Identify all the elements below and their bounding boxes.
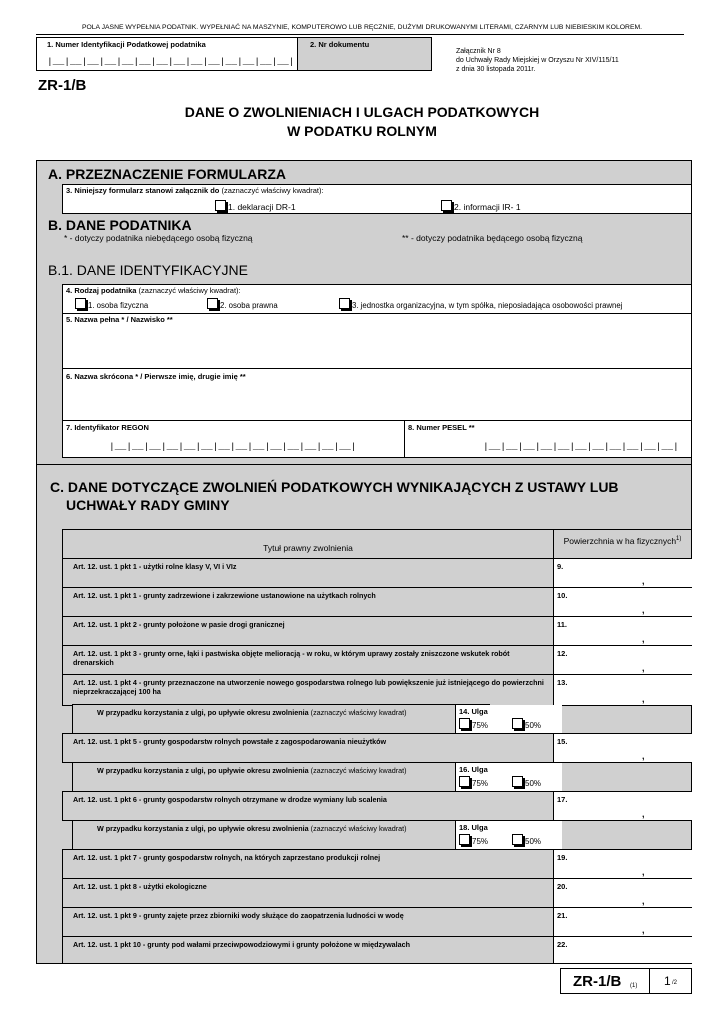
section-b-note-1: * - dotyczy podatnika niebędącego osobą fizyczną bbox=[64, 233, 253, 243]
area-input[interactable] bbox=[553, 559, 692, 587]
row-number: 13. bbox=[557, 678, 568, 687]
section-c-title bbox=[50, 478, 619, 514]
field4-label bbox=[66, 286, 241, 295]
checkbox-icon[interactable] bbox=[339, 298, 350, 309]
ulga-50-label: 50% bbox=[525, 837, 542, 846]
field7-label: 7. Identyfikator REGON bbox=[66, 423, 149, 432]
checkbox-icon[interactable] bbox=[75, 298, 86, 309]
area-input[interactable] bbox=[553, 879, 692, 907]
row-number: 15. bbox=[557, 737, 568, 746]
table-row bbox=[62, 791, 692, 821]
ulga-row bbox=[72, 820, 542, 850]
decimal-comma: , bbox=[642, 576, 645, 586]
table-row bbox=[62, 907, 692, 937]
ulga-hint: (zaznaczyć właściwy kwadrat) bbox=[310, 766, 407, 775]
ulga-75-option[interactable] bbox=[459, 718, 488, 730]
title-line-2: W PODATKU ROLNYM bbox=[287, 123, 437, 139]
page-total: /2 bbox=[672, 980, 678, 986]
ulga-50-option[interactable] bbox=[512, 718, 541, 730]
section-c-title-line-2: UCHWAŁY RADY GMINY bbox=[66, 497, 230, 513]
checkbox-icon[interactable] bbox=[512, 776, 523, 787]
checkbox-icon[interactable] bbox=[512, 718, 523, 729]
ulga-75-option[interactable] bbox=[459, 776, 488, 788]
ulga-text bbox=[97, 708, 427, 717]
option-label: 2. osoba prawna bbox=[220, 301, 278, 310]
footer-code-box bbox=[560, 968, 650, 994]
top-notice: POLA JASNE WYPEŁNIA PODATNIK. WYPEŁNIAĆ NA MASZYNIE, KOMPUTEROWO LUB RĘCZNIE, DUŻYMI DRUKOWANYMI LITERAMI, CZARNYM LUB NIEBIESKIM KOLOREM. bbox=[81, 24, 643, 31]
decimal-comma: , bbox=[642, 634, 645, 644]
option-label: 1. osoba fizyczna bbox=[88, 301, 149, 310]
ulga-row bbox=[72, 704, 542, 734]
footer-code-sub: (1) bbox=[630, 983, 638, 989]
field3-hint: (zaznaczyć właściwy kwadrat): bbox=[221, 186, 324, 195]
ulga-text bbox=[97, 824, 427, 833]
footer-code: ZR-1/B bbox=[573, 973, 622, 990]
table-row bbox=[62, 558, 692, 588]
ulga-75-label: 75% bbox=[472, 837, 489, 846]
annex-line: do Uchwały Rady Miejskiej w Orzyszu Nr XIV/115/11 bbox=[456, 57, 619, 64]
row-title: Art. 12. ust. 1 pkt 6 - grunty gospodarstw rolnych otrzymane w drodze wymiany lub scalenia bbox=[73, 795, 387, 804]
area-input[interactable] bbox=[553, 734, 692, 762]
nip-ticks: |__|__|__|__|__|__|__|__|__|__|__|__|__|__| bbox=[47, 56, 295, 67]
page-title bbox=[0, 103, 724, 141]
area-input[interactable] bbox=[553, 588, 692, 616]
checkbox-icon[interactable] bbox=[459, 718, 470, 729]
option-label: 3. jednostka organizacyjna, w tym spółka, nieposiadająca osobowości prawnej bbox=[352, 301, 623, 310]
annex-line: z dnia 30 listopada 2011r. bbox=[456, 66, 536, 73]
row-title: Art. 12. ust. 1 pkt 3 - grunty orne, łąki i pastwiska objęte melioracją - w roku, w którym uprawy zostały zniszczone wskutek robót drenarskich bbox=[73, 649, 510, 667]
table-row bbox=[62, 936, 692, 964]
table-header bbox=[62, 529, 692, 559]
row-number: 11. bbox=[557, 620, 568, 629]
row-title: Art. 12. ust. 1 pkt 5 - grunty gospodarstw rolnych powstałe z zagospodarowania nieużytków bbox=[73, 737, 387, 746]
col-area-sup: 1) bbox=[676, 536, 682, 542]
checkbox-icon[interactable] bbox=[207, 298, 218, 309]
area-input[interactable] bbox=[553, 850, 692, 878]
field7-regon[interactable] bbox=[62, 420, 405, 458]
ulga-75-label: 75% bbox=[472, 721, 489, 730]
row-title: Art. 12. ust. 1 pkt 9 - grunty zajęte przez zbiorniki wody służące do zaopatrzenia ludności w wodę bbox=[73, 911, 404, 920]
annex-note bbox=[456, 47, 619, 74]
option-ir1[interactable] bbox=[441, 200, 521, 212]
section-c-divider bbox=[36, 464, 692, 465]
table-row bbox=[62, 878, 692, 908]
field3-label-text: 3. Niniejszy formularz stanowi załącznik do bbox=[66, 186, 220, 195]
option-osoba-prawna[interactable] bbox=[207, 298, 278, 310]
col-area-header: Powierzchnia w ha fizycznych bbox=[563, 535, 677, 546]
table-row bbox=[62, 587, 692, 617]
area-input[interactable] bbox=[553, 646, 692, 674]
field6-label: 6. Nazwa skrócona * / Pierwsze imię, drugie imię ** bbox=[66, 372, 246, 381]
area-input[interactable] bbox=[553, 792, 692, 820]
ulga-row bbox=[72, 762, 542, 792]
footer-page-box bbox=[649, 968, 692, 994]
row-title: Art. 12. ust. 1 pkt 1 - grunty zadrzewione i zakrzewione ustanowione na użytkach rolnych bbox=[73, 591, 376, 600]
field3-label bbox=[66, 186, 324, 195]
decimal-comma: , bbox=[642, 663, 645, 673]
row-title: Art. 12. ust. 1 pkt 4 - grunty przeznaczone na utworzenie nowego gospodarstwa rolnego lub powiększenie już istniejącego do powierzchni nieprzekraczającej 100 ha bbox=[73, 678, 544, 696]
field4-label-text: 4. Rodzaj podatnika bbox=[66, 286, 137, 295]
field6-short-name[interactable] bbox=[62, 368, 692, 421]
option-osoba-fizyczna[interactable] bbox=[75, 298, 148, 310]
page-number: 1 bbox=[664, 974, 671, 988]
row-number: 21. bbox=[557, 911, 568, 920]
section-b-title: B. DANE PODATNIKA bbox=[48, 217, 192, 233]
nip-field[interactable] bbox=[36, 37, 298, 71]
col-area-header-cell bbox=[553, 530, 691, 558]
table-row bbox=[62, 616, 692, 646]
top-rule bbox=[36, 34, 684, 35]
area-input[interactable] bbox=[553, 937, 692, 963]
annex-line: Załącznik Nr 8 bbox=[456, 48, 501, 55]
field5-label: 5. Nazwa pełna * / Nazwisko ** bbox=[66, 315, 173, 324]
ulga-cell bbox=[455, 705, 562, 733]
checkbox-icon[interactable] bbox=[459, 776, 470, 787]
section-b-note-2: ** - dotyczy podatnika będącego osobą fizyczną bbox=[402, 233, 583, 243]
option-jednostka[interactable] bbox=[339, 298, 622, 310]
ulga-cell bbox=[455, 763, 562, 791]
decimal-comma: , bbox=[642, 751, 645, 761]
row-title: Art. 12. ust. 1 pkt 7 - grunty gospodarstw rolnych, na których zaprzestano produkcji rolnej bbox=[73, 853, 381, 862]
table-row bbox=[62, 674, 692, 706]
title-line-1: DANE O ZWOLNIENIACH I ULGACH PODATKOWYCH bbox=[184, 104, 540, 120]
ulga-50-label: 50% bbox=[525, 721, 542, 730]
table-row bbox=[62, 733, 692, 763]
decimal-comma: , bbox=[642, 694, 645, 704]
option-dr1-label: 1. deklaracji DR-1 bbox=[228, 202, 296, 212]
row-number: 19. bbox=[557, 853, 568, 862]
checkbox-icon[interactable] bbox=[215, 200, 226, 211]
decimal-comma: , bbox=[642, 605, 645, 615]
decimal-comma: , bbox=[642, 867, 645, 877]
row-number: 20. bbox=[557, 882, 568, 891]
col-title-header: Tytuł prawny zwolnienia bbox=[263, 543, 353, 553]
ulga-50-option[interactable] bbox=[512, 834, 541, 846]
ulga-text-main: W przypadku korzystania z ulgi, po upływie okresu zwolnienia bbox=[97, 824, 309, 833]
option-ir1-label: 2. informacji IR- 1 bbox=[454, 202, 521, 212]
field4 bbox=[62, 284, 692, 314]
ulga-75-option[interactable] bbox=[459, 834, 488, 846]
field8-label: 8. Numer PESEL ** bbox=[408, 423, 475, 432]
ulga-75-label: 75% bbox=[472, 779, 489, 788]
row-number: 22. bbox=[557, 940, 568, 949]
table-row bbox=[62, 849, 692, 879]
ulga-50-label: 50% bbox=[525, 779, 542, 788]
field3 bbox=[62, 184, 692, 214]
decimal-comma: , bbox=[642, 809, 645, 819]
checkbox-icon[interactable] bbox=[441, 200, 452, 211]
ulga-label: 18. Ulga bbox=[459, 823, 488, 832]
regon-ticks: |__|__|__|__|__|__|__|__|__|__|__|__|__|__| bbox=[109, 441, 357, 452]
row-title: Art. 12. ust. 1 pkt 10 - grunty pod wałami przeciwpowodziowymi i grunty położone w międzywalach bbox=[73, 940, 411, 949]
section-a-title: A. PRZEZNACZENIE FORMULARZA bbox=[48, 166, 286, 182]
field5-full-name[interactable] bbox=[62, 313, 692, 369]
row-number: 10. bbox=[557, 591, 568, 600]
decimal-comma: , bbox=[642, 925, 645, 935]
option-dr1[interactable] bbox=[215, 200, 296, 212]
field8-pesel[interactable] bbox=[404, 420, 692, 458]
row-number: 9. bbox=[557, 562, 564, 571]
nip-label: 1. Numer Identyfikacji Podatkowej podatnika bbox=[47, 40, 206, 49]
checkbox-icon[interactable] bbox=[512, 834, 523, 845]
field4-hint: (zaznaczyć właściwy kwadrat): bbox=[138, 286, 241, 295]
area-input[interactable] bbox=[553, 675, 692, 705]
ulga-label: 16. Ulga bbox=[459, 765, 488, 774]
ulga-text-main: W przypadku korzystania z ulgi, po upływie okresu zwolnienia bbox=[97, 766, 309, 775]
row-title: Art. 12. ust. 1 pkt 1 - użytki rolne klasy V, VI i VIz bbox=[73, 562, 237, 571]
checkbox-icon[interactable] bbox=[459, 834, 470, 845]
doc-number-field bbox=[297, 37, 432, 71]
ulga-hint: (zaznaczyć właściwy kwadrat) bbox=[310, 708, 407, 717]
section-b1-title: B.1. DANE IDENTYFIKACYJNE bbox=[48, 262, 248, 278]
doc-number-label: 2. Nr dokumentu bbox=[310, 40, 370, 49]
ulga-50-option[interactable] bbox=[512, 776, 541, 788]
decimal-comma: , bbox=[642, 896, 645, 906]
ulga-hint: (zaznaczyć właściwy kwadrat) bbox=[310, 824, 407, 833]
ulga-text bbox=[97, 766, 427, 775]
ulga-label: 14. Ulga bbox=[459, 707, 488, 716]
section-c-title-line-1: C. DANE DOTYCZĄCE ZWOLNIEŃ PODATKOWYCH WYNIKAJĄCYCH Z USTAWY LUB bbox=[50, 479, 619, 495]
row-title: Art. 12. ust. 1 pkt 8 - użytki ekologiczne bbox=[73, 882, 207, 891]
row-title: Art. 12. ust. 1 pkt 2 - grunty położone w pasie drogi granicznej bbox=[73, 620, 285, 629]
ulga-cell bbox=[455, 821, 562, 849]
area-input[interactable] bbox=[553, 617, 692, 645]
table-row bbox=[62, 645, 692, 675]
row-number: 12. bbox=[557, 649, 568, 658]
pesel-ticks: |__|__|__|__|__|__|__|__|__|__|__| bbox=[483, 441, 679, 452]
ulga-text-main: W przypadku korzystania z ulgi, po upływie okresu zwolnienia bbox=[97, 708, 309, 717]
row-number: 17. bbox=[557, 795, 568, 804]
area-input[interactable] bbox=[553, 908, 692, 936]
form-code: ZR-1/B bbox=[38, 77, 87, 94]
